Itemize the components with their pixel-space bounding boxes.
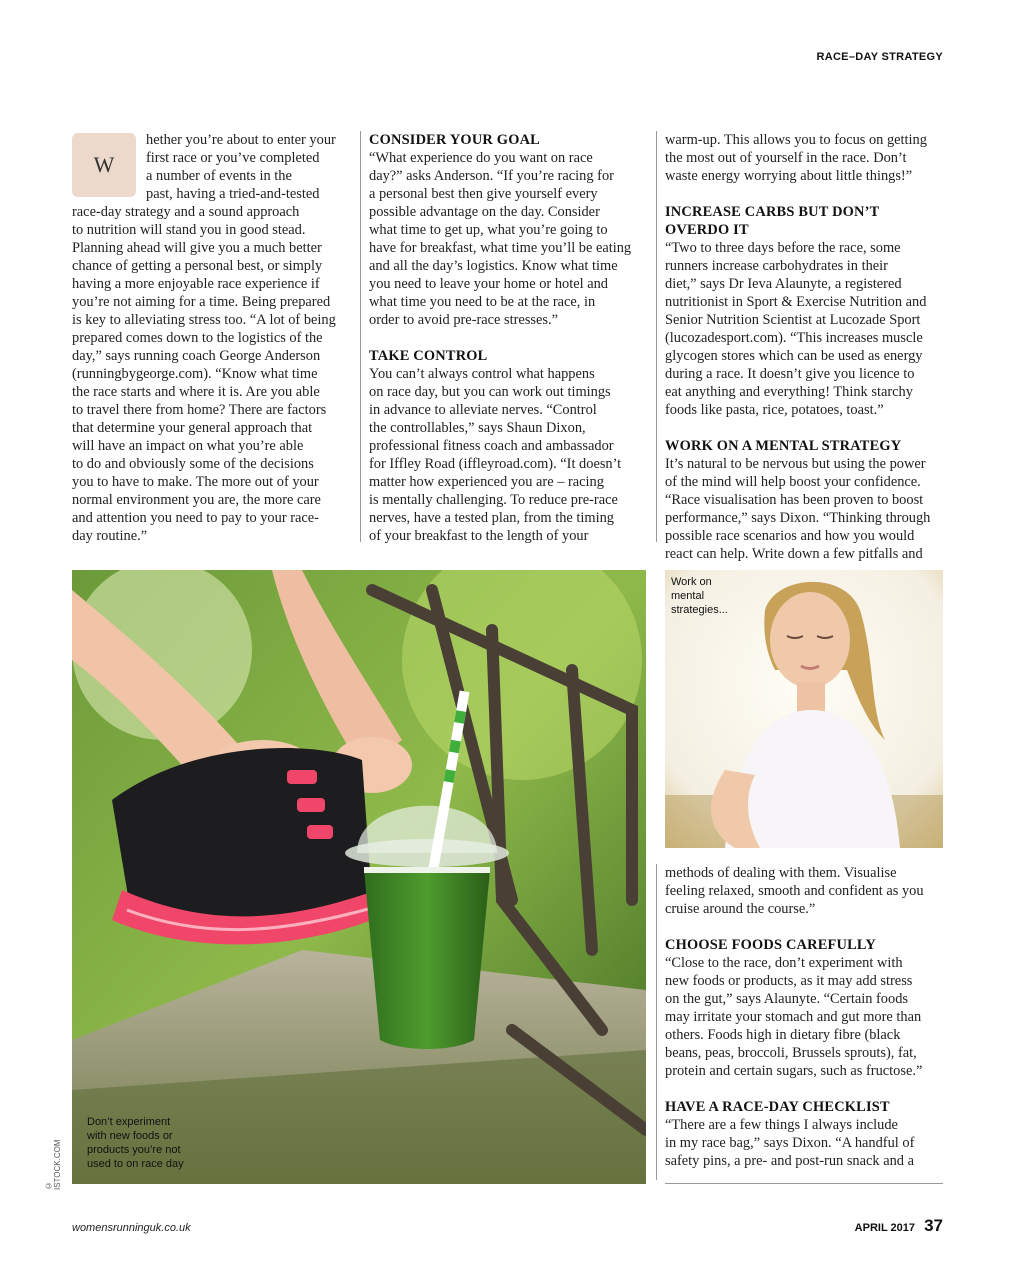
text-line: “Two to three days before the race, some: [665, 240, 901, 256]
text-line: is key to alleviating stress too. “A lot of being: [72, 312, 336, 328]
text-line: nerves, have a tested plan, from the timing: [369, 510, 614, 526]
text-line: you need to leave your home or hotel and: [369, 276, 608, 292]
text-line: order to avoid pre-race stresses.”: [369, 312, 558, 328]
foods-text: [665, 954, 945, 1080]
text-line: “What experience do you want on race: [369, 150, 593, 166]
mental-text: [665, 455, 945, 563]
text-line: mental: [671, 590, 705, 602]
text-line: having a more enjoyable race experience if: [72, 276, 320, 292]
column-divider: [360, 131, 361, 542]
text-line: warm-up. This allows you to focus on getting: [665, 132, 927, 148]
text-line: a number of events in the: [146, 168, 292, 184]
text-line: the most out of yourself in the race. Don’t: [665, 150, 907, 166]
text-line: day,” says running coach George Anderson: [72, 348, 321, 364]
right-column-bottom: [665, 864, 945, 1170]
photo-credit: © ISTOCK.COM: [44, 1139, 62, 1190]
right-column-top: [665, 131, 945, 563]
text-line: eat anything and everything! Think starchy: [665, 384, 913, 400]
text-line: foods like pasta, rice, potatoes, toast.”: [665, 402, 884, 418]
text-line: professional fitness coach and ambassador: [369, 438, 614, 454]
text-line: hether you’re about to enter your: [146, 132, 336, 148]
column-end-rule: [665, 1183, 943, 1184]
text-line: past, having a tried-and-tested: [146, 186, 320, 202]
text-line: to do and obviously some of the decisions: [72, 456, 314, 472]
text-line: cruise around the course.”: [665, 901, 816, 917]
text-line: It’s natural to be nervous but using the power: [665, 456, 926, 472]
drop-cap: W: [72, 133, 136, 197]
intro-column: [72, 131, 352, 545]
text-line: used to on race day: [87, 1158, 184, 1170]
text-line: methods of dealing with them. Visualise: [665, 865, 897, 881]
side-photo: [665, 570, 943, 848]
checklist-text: [665, 1116, 945, 1170]
text-line: “There are a few things I always include: [665, 1117, 898, 1133]
footer-issue: APRIL 2017: [854, 1222, 915, 1234]
text-line: Senior Nutrition Scientist at Lucozade Sport: [665, 312, 921, 328]
text-line: “Close to the race, don’t experiment with: [665, 955, 903, 971]
text-line: of the mind will help boost your confidence.: [665, 474, 921, 490]
text-line: to travel there from home? There are factors: [72, 402, 327, 418]
text-line: and attention you need to pay to your race-: [72, 510, 319, 526]
text-line: is mentally challenging. To reduce pre-race: [369, 492, 618, 508]
text-line: of your breakfast to the length of your: [369, 528, 589, 544]
text-line: what time you need to be at the race, in: [369, 294, 596, 310]
text-line: beans, peas, broccoli, Brussels sprouts), fat,: [665, 1045, 917, 1061]
text-line: chance of getting a personal best, or simply: [72, 258, 323, 274]
section-label: RACE–DAY STRATEGY: [816, 51, 943, 63]
heading-mental-strategy: WORK ON A MENTAL STRATEGY: [665, 438, 902, 454]
text-line: and all the day’s logistics. Know what time: [369, 258, 618, 274]
text-line: new foods or products, as it may add stress: [665, 973, 913, 989]
text-line: matter how experienced you are – racing: [369, 474, 604, 490]
text-line: Don’t experiment: [87, 1116, 171, 1128]
text-line: Planning ahead will give you a much better: [72, 240, 322, 256]
heading-increase-carbs: INCREASE CARBS BUT DON’T OVERDO IT: [665, 204, 880, 238]
text-line: you’re not aiming for a time. Being prepared: [72, 294, 331, 310]
text-line: in my race bag,” says Dixon. “A handful of: [665, 1135, 915, 1151]
text-line: with new foods or: [87, 1130, 173, 1142]
footer-url: womensrunninguk.co.uk: [72, 1222, 191, 1234]
text-line: prepared comes down to the logistics of the: [72, 330, 323, 346]
text-line: have for breakfast, what time you’ll be eating: [369, 240, 632, 256]
text-line: others. Foods high in dietary fibre (black: [665, 1027, 901, 1043]
middle-column: [369, 131, 639, 545]
text-line: products you’re not: [87, 1144, 181, 1156]
heading-consider-goal: CONSIDER YOUR GOAL: [369, 132, 540, 148]
text-line: safety pins, a pre- and post-run snack and a: [665, 1153, 914, 1169]
text-line: day?” asks Anderson. “If you’re racing for: [369, 168, 614, 184]
page-number: 37: [924, 1216, 943, 1235]
text-line: for Iffley Road (iffleyroad.com). “It doesn’t: [369, 456, 622, 472]
text-line: race-day strategy and a sound approach: [72, 204, 300, 220]
text-line: protein and certain sugars, such as fructose.”: [665, 1063, 923, 1079]
text-line: normal environment you are, the more care: [72, 492, 321, 508]
text-line: to nutrition will stand you in good stead.: [72, 222, 306, 238]
text-line: diet,” says Dr Ieva Alaunyte, a registered: [665, 276, 902, 292]
heading-take-control: TAKE CONTROL: [369, 348, 488, 364]
goal-text: [369, 149, 639, 329]
text-line: strategies...: [671, 604, 728, 616]
text-line: waste energy worrying about little things!”: [665, 168, 913, 184]
heading-choose-foods: CHOOSE FOODS CAREFULLY: [665, 937, 876, 953]
text-line: “Race visualisation has been proven to boost: [665, 492, 924, 508]
control-text: [369, 365, 639, 545]
main-photo-caption: [87, 1115, 227, 1171]
text-line: (lucozadesport.com). “This increases muscle: [665, 330, 923, 346]
text-line: glycogen stores which can be used as energy: [665, 348, 923, 364]
main-photo: [72, 570, 646, 1184]
text-line: feeling relaxed, smooth and confident as you: [665, 883, 924, 899]
carbs-text: [665, 239, 945, 419]
text-line: that determine your general approach that: [72, 420, 313, 436]
text-line: during a race. It doesn’t give you licence to: [665, 366, 915, 382]
text-line: runners increase carbohydrates in their: [665, 258, 888, 274]
text-line: on the gut,” says Alaunyte. “Certain foods: [665, 991, 908, 1007]
text-line: will have an impact on what you’re able: [72, 438, 304, 454]
text-line: react can help. Write down a few pitfalls and: [665, 546, 923, 562]
text-line: possible advantage on the day. Consider: [369, 204, 600, 220]
text-line: what time to get up, what you’re going to: [369, 222, 608, 238]
text-line: may irritate your stomach and gut more than: [665, 1009, 922, 1025]
text-line: a personal best then give yourself every: [369, 186, 598, 202]
text-line: performance,” says Dixon. “Thinking through: [665, 510, 931, 526]
text-line: Work on: [671, 576, 712, 588]
heading-race-checklist: HAVE A RACE-DAY CHECKLIST: [665, 1099, 890, 1115]
text-line: first race or you’ve completed: [146, 150, 320, 166]
text-line: the controllables,” says Shaun Dixon,: [369, 420, 586, 436]
text-line: nutritionist in Sport & Exercise Nutrition and: [665, 294, 927, 310]
warmup-text: [665, 131, 945, 185]
column-divider: [656, 131, 657, 542]
column-divider: [656, 864, 657, 1180]
side-photo-caption: [671, 575, 761, 617]
mental-text-cont: [665, 864, 945, 918]
text-line: You can’t always control what happens: [369, 366, 595, 382]
text-line: possible race scenarios and how you would: [665, 528, 915, 544]
text-line: (runningbygeorge.com). “Know what time: [72, 366, 318, 382]
text-line: on race day, but you can work out timings: [369, 384, 611, 400]
text-line: you to have to make. The more out of your: [72, 474, 319, 490]
text-line: in advance to alleviate nerves. “Control: [369, 402, 597, 418]
shoe-smoothie-illustration: [72, 570, 646, 1184]
text-line: the race starts and where it is. Are you able: [72, 384, 320, 400]
text-line: day routine.”: [72, 528, 148, 544]
